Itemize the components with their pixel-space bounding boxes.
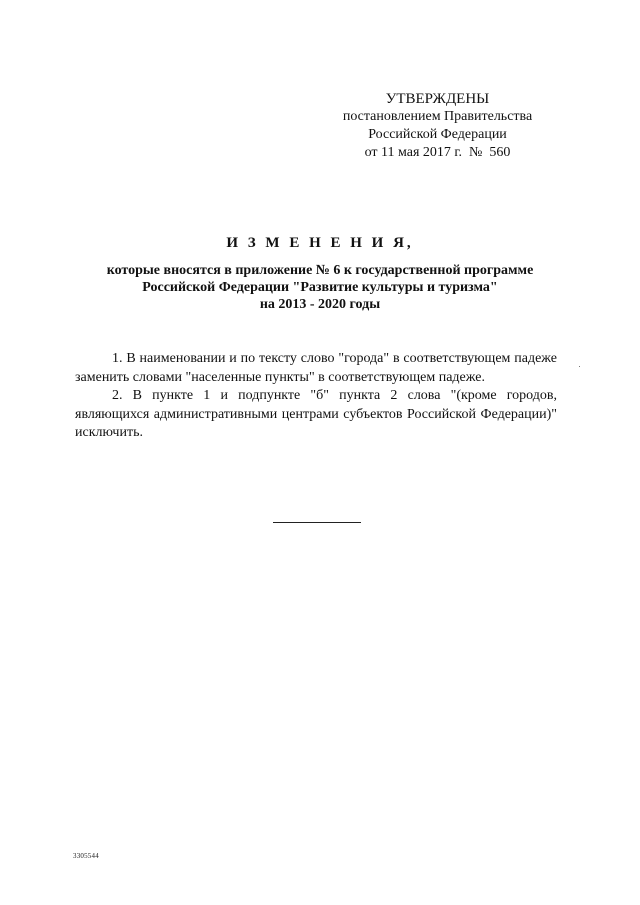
- change-item-1: 1. В наименовании и по тексту слово "города" в соответствующем падеже заменить словами "населенные пункты" в соответствующем падеже.: [75, 351, 557, 385]
- document-title: И З М Е Н Е Н И Я,: [226, 235, 414, 251]
- subtitle-line-2: Российской Федерации "Развитие культуры и туризма": [142, 280, 498, 295]
- document-subtitle: [60, 262, 580, 313]
- subtitle-line-3: на 2013 - 2020 годы: [259, 297, 381, 312]
- approval-title: УТВЕРЖДЕНЫ: [385, 91, 490, 107]
- scan-speck: [579, 366, 580, 367]
- approval-block: [330, 90, 545, 162]
- change-item-2: 2. В пункте 1 и подпункте "б" пункта 2 слова "(кроме городов, являющихся административными центрами субъектов Российской Федерации)" исключить.: [75, 388, 557, 440]
- subtitle-line-1: которые вносятся в приложение № 6 к государственной программе: [106, 263, 534, 278]
- approval-line-date-number: от 11 мая 2017 г. № 560: [364, 145, 511, 160]
- approval-line-authority: Российской Федерации: [368, 127, 507, 142]
- end-separator-line: [273, 522, 361, 523]
- document-registration-number: 3305544: [73, 852, 99, 860]
- approval-line-decree: постановлением Правительства: [342, 109, 533, 124]
- document-body: [75, 350, 557, 443]
